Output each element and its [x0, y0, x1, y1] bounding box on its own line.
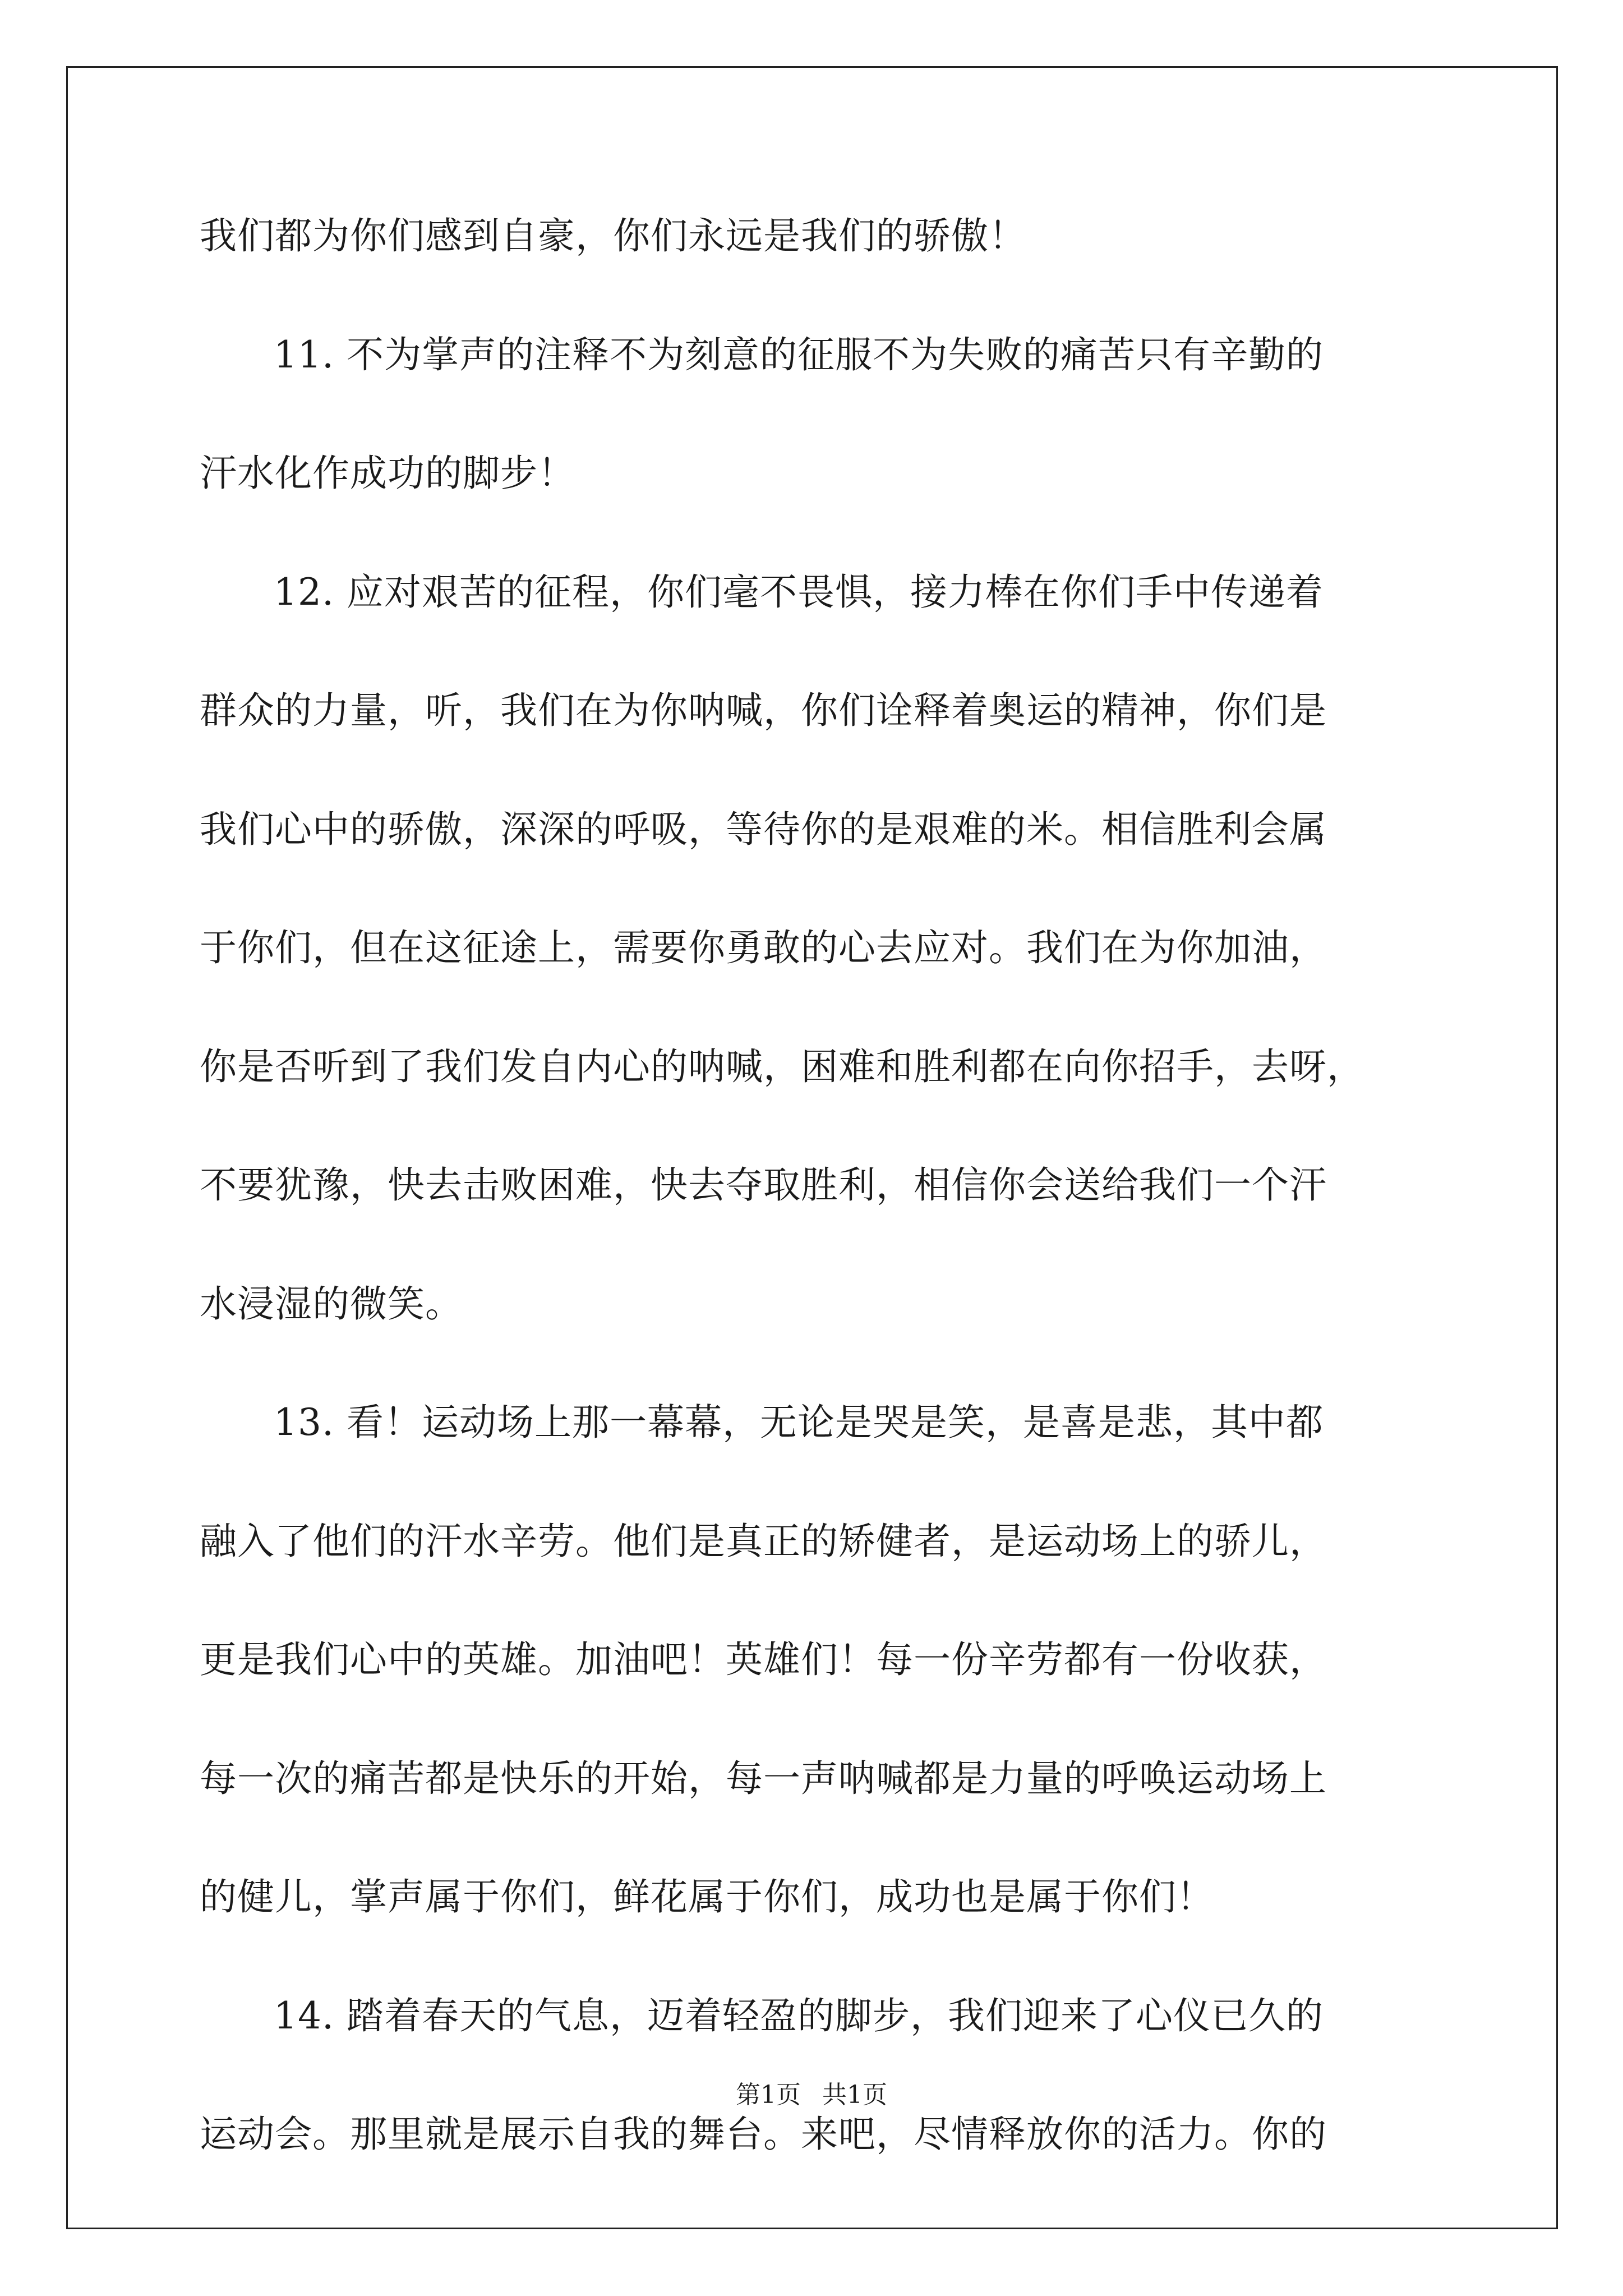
- text-line: 14. 踏着春天的气息，迈着轻盈的脚步，我们迎来了心仪已久的: [274, 1994, 1324, 2037]
- text-line: 群众的力量，听，我们在为你呐喊，你们诠释着奥运的精神，你们是: [200, 689, 1327, 732]
- text-line: 你是否听到了我们发自内心的呐喊，困难和胜利都在向你招手，去呀，: [200, 1045, 1364, 1088]
- page-number-current: 第1页: [736, 2081, 801, 2109]
- text-line: 运动会。那里就是展示自我的舞台。来吧，尽情释放你的活力。你的: [200, 2113, 1327, 2156]
- page-footer: [0, 2081, 1623, 2109]
- text-line: 汗水化作成功的脚步！: [200, 452, 575, 495]
- text-line: 11. 不为掌声的注释不为刻意的征服不为失败的痛苦只有辛勤的: [274, 333, 1324, 376]
- text-line: 每一次的痛苦都是快乐的开始，每一声呐喊都是力量的呼唤运动场上: [200, 1756, 1327, 1800]
- document-body: [200, 214, 1445, 2234]
- text-line: 12. 应对艰苦的征程，你们毫不畏惧，接力棒在你们手中传递着: [274, 570, 1324, 614]
- text-line: 更是我们心中的英雄。加油吧！英雄们！每一份辛劳都有一份收获，: [200, 1638, 1327, 1681]
- text-line: 水浸湿的微笑。: [200, 1282, 463, 1326]
- text-line: 我们心中的骄傲，深深的呼吸，等待你的是艰难的米。相信胜利会属: [200, 807, 1327, 851]
- text-line: 我们都为你们感到自豪，你们永远是我们的骄傲！: [200, 214, 1026, 257]
- text-line: 不要犹豫，快去击败困难，快去夺取胜利，相信你会送给我们一个汗: [200, 1163, 1327, 1207]
- text-line: 于你们，但在这征途上，需要你勇敢的心去应对。我们在为你加油，: [200, 926, 1327, 969]
- text-line: 融入了他们的汗水辛劳。他们是真正的矫健者，是运动场上的骄儿，: [200, 1519, 1327, 1563]
- text-line: 13. 看！运动场上那一幕幕，无论是哭是笑，是喜是悲，其中都: [274, 1401, 1324, 1444]
- text-line: 的健儿，掌声属于你们，鲜花属于你们，成功也是属于你们！: [200, 1875, 1214, 1918]
- page-number-total: 共1页: [822, 2081, 887, 2109]
